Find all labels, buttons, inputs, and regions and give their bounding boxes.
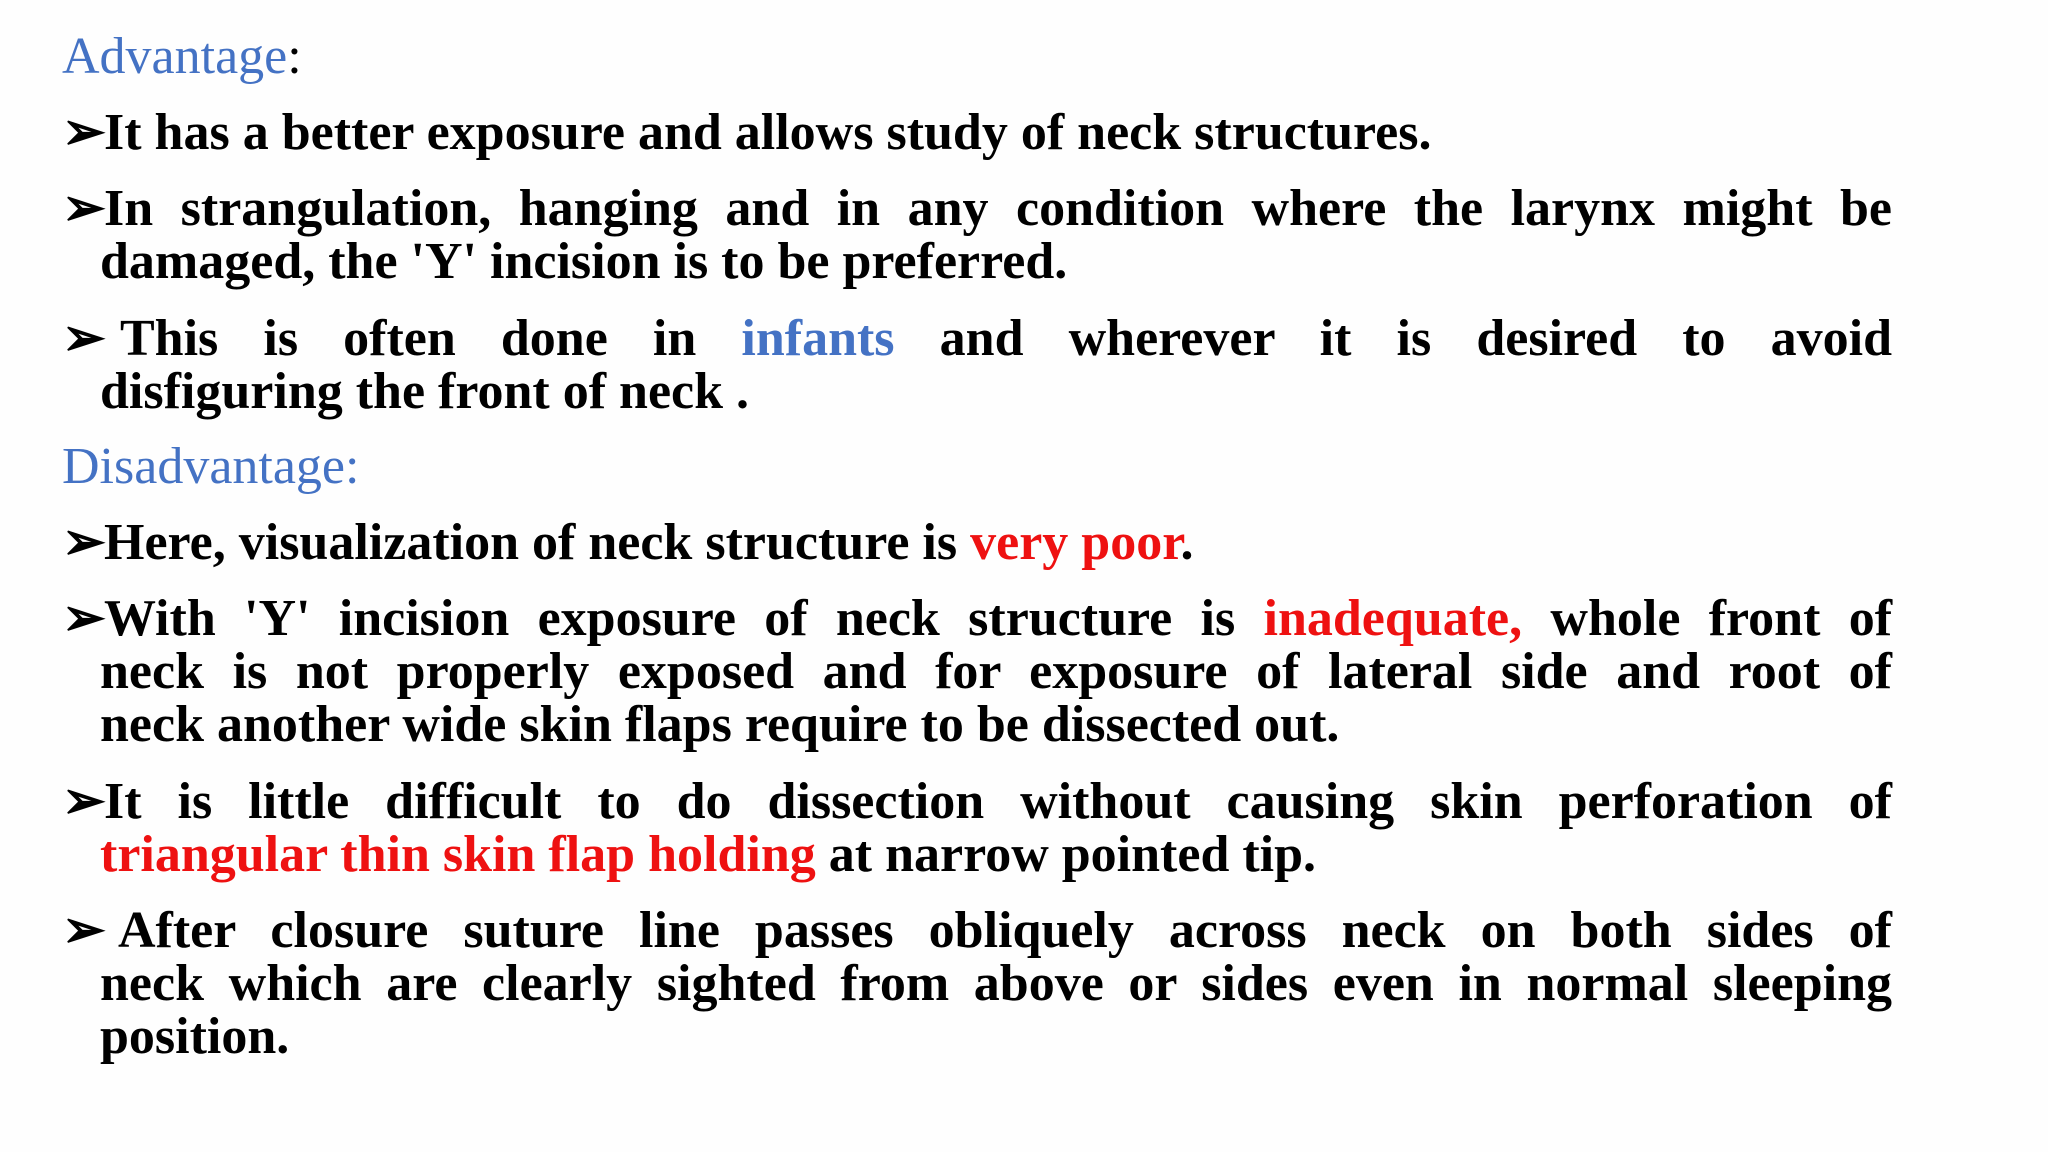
disadvantage-heading: Disadvantage: bbox=[62, 438, 360, 495]
arrow-bullet-icon: ➢ bbox=[62, 104, 106, 161]
advantage-heading bbox=[62, 27, 302, 87]
advantage-item-3-text-a: This is often done in bbox=[120, 310, 697, 367]
disadvantage-item-1-text bbox=[104, 516, 1194, 569]
highlight-very-poor: very poor bbox=[970, 514, 1181, 571]
advantage-item-2 bbox=[62, 182, 1892, 288]
disadvantage-item-3-line-1: It is little difficult to do dissection without causing skin perforation of bbox=[104, 773, 1892, 830]
disadvantage-item-3-text-b: at narrow pointed tip. bbox=[815, 826, 1317, 883]
advantage-heading-colon: : bbox=[287, 28, 302, 85]
arrow-bullet-icon: ➢ bbox=[62, 180, 106, 237]
disadvantage-item-2-text-a: With 'Y' incision exposure of neck structure is bbox=[104, 590, 1236, 647]
disadvantage-item-2-text-b: whole front of bbox=[1550, 590, 1893, 647]
disadvantage-item-2-line-1 bbox=[104, 592, 1892, 645]
disadvantage-item-2-line-3: neck another wide skin flaps require to be dissected out. bbox=[100, 696, 1340, 753]
highlight-infants: infants bbox=[741, 310, 895, 367]
disadvantage-item-3-line-2 bbox=[100, 828, 1316, 881]
arrow-bullet-icon: ➢ bbox=[62, 902, 106, 959]
disadvantage-item-1 bbox=[62, 516, 1892, 569]
arrow-bullet-icon: ➢ bbox=[62, 514, 106, 571]
disadvantage-item-4 bbox=[62, 904, 1892, 1063]
advantage-item-1-text: It has a better exposure and allows study of neck structures. bbox=[104, 104, 1432, 161]
advantage-item-2-line-1: In strangulation, hanging and in any condition where the larynx might be bbox=[104, 180, 1892, 237]
advantage-heading-text: Advantage bbox=[62, 28, 288, 85]
advantage-item-3-text-b: and wherever it is desired to avoid bbox=[939, 310, 1893, 367]
advantage-item-3-line-1 bbox=[120, 312, 1892, 365]
disadvantage-item-2 bbox=[62, 592, 1892, 751]
advantage-item-1 bbox=[62, 106, 1892, 159]
highlight-triangular-flap: triangular thin skin flap holding bbox=[100, 826, 816, 883]
highlight-inadequate: inadequate, bbox=[1263, 590, 1523, 647]
advantage-item-2-line-2: damaged, the 'Y' incision is to be preferred. bbox=[100, 233, 1068, 290]
disadvantage-item-1-text-a: Here, visualization of neck structure is bbox=[104, 514, 971, 571]
disadvantage-item-2-line-2: neck is not properly exposed and for exposure of lateral side and root of bbox=[100, 643, 1892, 700]
advantage-item-3-line-2: disfiguring the front of neck . bbox=[100, 363, 750, 420]
arrow-bullet-icon: ➢ bbox=[62, 310, 106, 367]
disadvantage-item-4-line-2: neck which are clearly sighted from above or sides even in normal sleeping bbox=[100, 955, 1892, 1012]
disadvantage-item-3 bbox=[62, 775, 1892, 881]
advantage-item-3 bbox=[62, 312, 1892, 418]
arrow-bullet-icon: ➢ bbox=[62, 773, 106, 830]
disadvantage-item-1-text-b: . bbox=[1180, 514, 1194, 571]
arrow-bullet-icon: ➢ bbox=[62, 590, 106, 647]
disadvantage-item-4-line-1: After closure suture line passes obliquely across neck on both sides of bbox=[118, 902, 1892, 959]
disadvantage-item-4-line-3: position. bbox=[100, 1008, 290, 1065]
